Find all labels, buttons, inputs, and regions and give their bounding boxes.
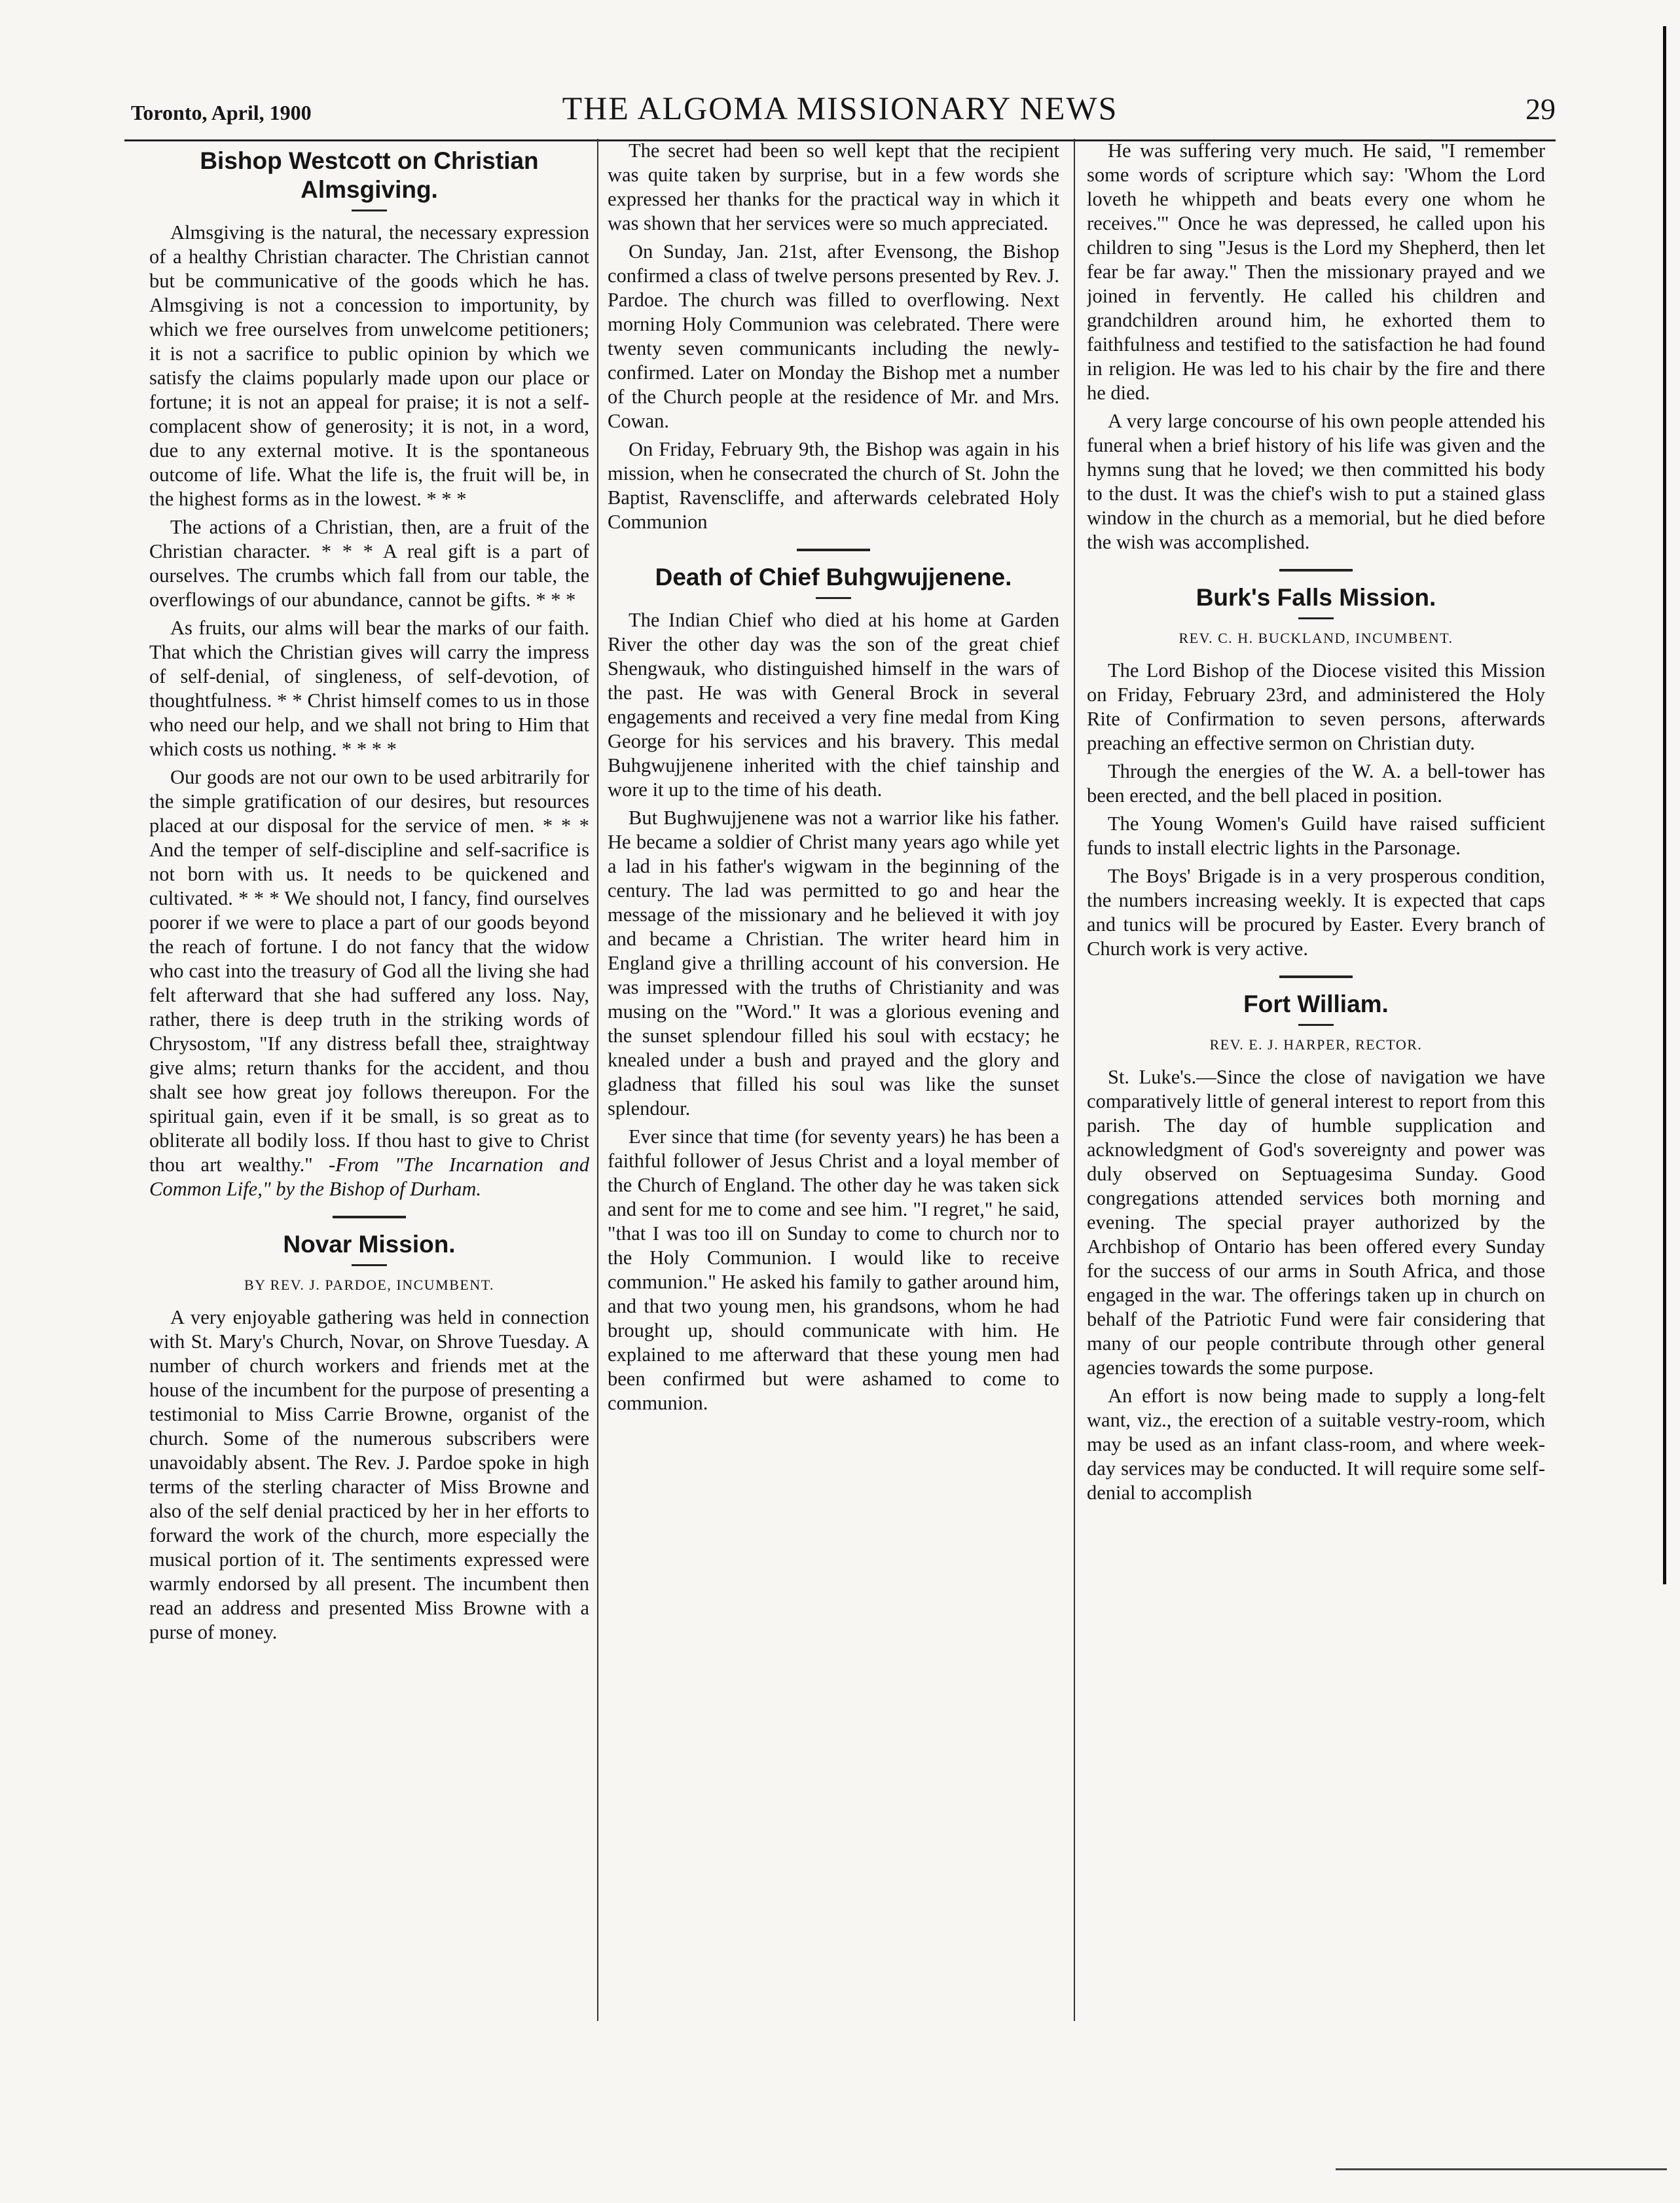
column-1 [149, 139, 589, 2079]
paragraph: The Young Women's Guild have raised sufficient funds to install electric lights in the Parsonage. [1087, 812, 1545, 859]
paragraph: The secret had been so well kept that the recipient was quite taken by surprise, but in a few words she expressed her thanks for the practical way in which it was shown that her services were so much appreciated. [608, 139, 1059, 234]
article-title: Burk's Falls Mission. [1196, 584, 1436, 611]
date-line: Toronto, April, 1900 [131, 101, 312, 124]
column-divider [597, 139, 598, 2021]
bottom-rule [1336, 2168, 1667, 2170]
article-title: Bishop Westcott on Christian Almsgiving. [200, 147, 539, 203]
section-rule [333, 1216, 406, 1218]
paragraph: The Boys' Brigade is in a very prosperous condition, the numbers increasing weekly. It is expected that caps and tunics will be procured by Easter. Every branch of Church work is very active. [1087, 865, 1545, 960]
page-edge-line [1663, 26, 1666, 1584]
column-3 [1087, 139, 1545, 2079]
paragraph: Almsgiving is the natural, the necessary expression of a healthy Christian character. The Christian cannot but be communicative of the goods which he has. Almsgiving is not a concession to importunity, by which we free ourselves from unwelcome petitioners; it is not a sacrifice to public opinion by which we satisfy the claims popularly made upon our place or fortune; it is not an appeal for praise; it is not a self-complacent show of generosity; it is not, in a word, due to any external motive. It is the spontaneous outcome of life. What the life is, the fruit will be, in the highest forms as in the lowest. * * * [149, 221, 589, 510]
article-fort-william [1087, 990, 1545, 1505]
section-rule [797, 549, 870, 551]
column-divider [1074, 139, 1075, 2021]
article-title: Fort William. [1243, 991, 1389, 1017]
article-title: Novar Mission. [283, 1231, 456, 1258]
publication-title: THE ALGOMA MISSIONARY NEWS [562, 90, 1118, 126]
paragraph: As fruits, our alms will bear the marks of our faith. That which the Christian gives will carry the impress of self-denial, of singleness, of self-devotion, of thoughtfulness. * * Christ himself comes to us in those who need our help, and we shall not bring to Him that which costs us nothing. * * * * [149, 617, 589, 760]
paragraph: The Indian Chief who died at his home at Garden River the other day was the son of the great chief Shengwauk, who distinguished himself in the wars of the past. He was with General Brock in several engagements and received a very fine medal from King George for his services and his bravery. This medal Buhgwujjenene inherited with the chief tainship and wore it up to the time of his death. [608, 609, 1059, 801]
article-novar [149, 1230, 589, 1645]
heading-rule [816, 597, 851, 599]
article-chief [608, 563, 1059, 1415]
paragraph: But Bughwujjenene was not a warrior like his father. He became a soldier of Christ many years ago while yet a lad in his father's wigwam in the beginning of the century. The lad was permitted to go and hear the message of the missionary and he believed it with joy and became a Christian. The writer heard him in England give a thrilling account of his conversion. He was impressed with the truths of Christianity and was musing on the "Word." It was a glorious evening and the sunset splendour filled his soul with ecstacy; he knealed under a bush and prayed and the glory and gladness that filled his soul was like the sunset splendour. [608, 807, 1059, 1120]
heading-rule [352, 1264, 387, 1266]
article-burks-falls [1087, 583, 1545, 961]
masthead [124, 84, 1556, 143]
article-title: Death of Chief Buhgwujjenene. [655, 564, 1012, 591]
paragraph: The actions of a Christian, then, are a fruit of the Christian character. * * * A real gift is a part of ourselves. The crumbs which fall from our table, the overflowings of our abundance, cannot be gifts. * * * [149, 516, 589, 611]
section-rule [1279, 975, 1353, 978]
heading-rule [1298, 617, 1334, 619]
heading-rule [1298, 1024, 1334, 1026]
page-number: 29 [1525, 92, 1556, 126]
byline: REV. C. H. BUCKLAND, INCUMBENT. [1178, 630, 1453, 646]
paragraph: A very enjoyable gathering was held in connection with St. Mary's Church, Novar, on Shrove Tuesday. A number of church workers and friends met at the house of the incumbent for the purpose of presenting a testimonial to Miss Carrie Browne, organist of the church. Some of the numerous subscribers were unavoidably absent. The Rev. J. Pardoe spoke in high terms of the sterling character of Miss Browne and also of the self denial practiced by her in her efforts to forward the work of the church, more especially the musical portion of it. The sentiments expressed were warmly endorsed by all present. The incumbent then read an address and presented Miss Browne with a purse of money. [149, 1306, 589, 1643]
paragraph: St. Luke's.—Since the close of navigation we have comparatively little of general interest to report from this parish. The day of humble supplication and acknowledgment of God's sovereignty and power was duly observed on Septuagesima Sunday. Good congregations attended services both morning and evening. The special prayer authorized by the Archbishop of Ontario has been offered every Sunday for the success of our arms in South Africa, and those engaged in the war. The offerings taken up in church on behalf of the Patriotic Fund were fair considering that many of our people contribute through other general agencies towards the some purpose. [1087, 1066, 1545, 1379]
section-rule [1279, 569, 1353, 572]
paragraph: Through the energies of the W. A. a bell-tower has been erected, and the bell placed in position. [1087, 760, 1545, 807]
paragraph-text: Our goods are not our own to be used arbitrarily for the simple gratification of our desires, but resources placed at our disposal for the service of men. * * * And the temper of self-discipline and self-sacrifice is not born with us. It needs to be quickened and cultivated. * * * We should not, I fancy, find ourselves poorer if we were to place a part of our goods beyond the reach of fortune. I do not fancy that the widow who cast into the treasury of God all the living she had felt afterward that she had suffered any loss. Nay, rather, there is deep truth in the striking words of Chrysostom, "If any distress befall thee, straightway give alms; return thanks for the accident, and thou shalt see how great joy follows thereupon. For the spiritual gain, even if it be small, is so great as to obliterate all bodily loss. If thou hast to give to Christ thou art wealthy." - [149, 766, 589, 1176]
citation: From "The Incarnation and Common Life," by the Bishop of Durham. [149, 1154, 589, 1200]
paragraph: He was suffering very much. He said, "I remember some words of scripture which say: 'Whom the Lord loveth he whippeth and beats every one whom he receives.'" Once he was depressed, he called upon his children to sing "Jesus is the Lord my Shepherd, then let fear be far away." Then the missionary prayed and we joined in fervently. He called his children and grandchildren around him, he exhorted them to faithfulness and testified to the satisfaction he had found in religion. He was led to his chair by the fire and there he died. [1087, 139, 1545, 404]
paragraph: An effort is now being made to supply a long-felt want, viz., the erection of a suitable vestry-room, which may be used as an infant class-room, and where week-day services may be conducted. It will require some self-denial to accomplish [1087, 1385, 1545, 1504]
paragraph: On Sunday, Jan. 21st, after Evensong, the Bishop confirmed a class of twelve persons presented by Rev. J. Pardoe. The church was filled to overflowing. Next morning Holy Communion was celebrated. There were twenty seven communicants including the newly-confirmed. Later on Monday the Bishop met a number of the Church people at the residence of Mr. and Mrs. Cowan. [608, 240, 1059, 432]
article-westcott [149, 147, 589, 1201]
paragraph: The Lord Bishop of the Diocese visited this Mission on Friday, February 23rd, and administered the Holy Rite of Confirmation to seven persons, afterwards preaching an effective sermon on Christian duty. [1087, 659, 1545, 754]
paragraph: Ever since that time (for seventy years) he has been a faithful follower of Jesus Christ and a loyal member of the Church of England. The other day he was taken sick and sent for me to come and see him. "I regret," he said, "that I was too ill on Sunday to come to church nor to the Holy Communion. I would like to receive communion." He asked his family to gather around him, and that two young men, his grandsons, whom he had brought up, should communicate with him. He explained to me afterward that these young men had been confirmed but were ashamed to come to communion. [608, 1125, 1059, 1414]
paragraph: On Friday, February 9th, the Bishop was again in his mission, when he consecrated the church of St. John the Baptist, Ravenscliffe, and afterwards celebrated Holy Communion [608, 438, 1059, 533]
heading-rule [352, 209, 387, 211]
paragraph: A very large concourse of his own people attended his funeral when a brief history of his life was given and the hymns sung that he loved; we then committed his body to the dust. It was the chief's wish to put a stained glass window in the church as a memorial, but he died before the wish was accomplished. [1087, 410, 1545, 553]
column-2 [608, 139, 1059, 2079]
byline: REV. E. J. HARPER, RECTOR. [1209, 1036, 1423, 1053]
byline: BY REV. J. PARDOE, INCUMBENT. [244, 1277, 495, 1293]
paragraph [149, 765, 589, 1201]
